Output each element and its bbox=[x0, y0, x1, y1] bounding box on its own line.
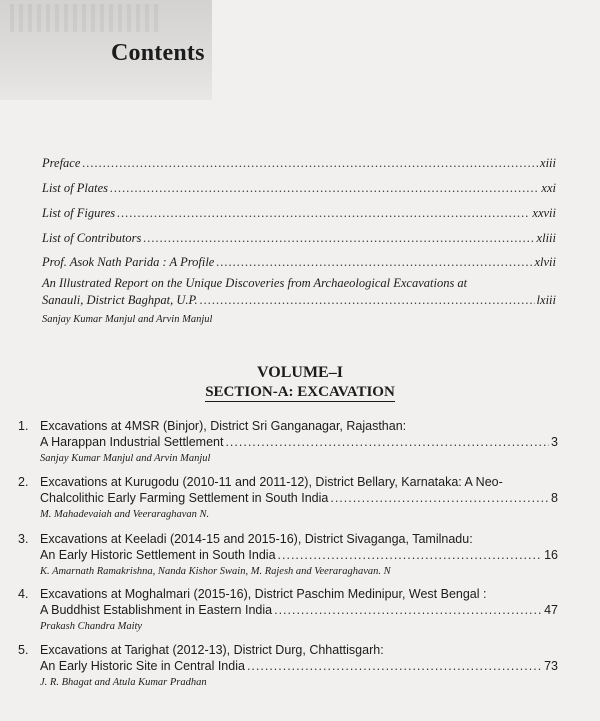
fm-page: xlvii bbox=[534, 255, 556, 269]
dot-leader bbox=[274, 603, 542, 617]
dot-leader bbox=[225, 435, 549, 449]
fm-label: List of Plates bbox=[42, 181, 108, 195]
chapter-authors: Prakash Chandra Maity bbox=[40, 621, 143, 632]
section-heading bbox=[0, 384, 600, 401]
fm-entry-list-of-figures[interactable] bbox=[42, 206, 556, 221]
chapter-number: 1. bbox=[18, 419, 29, 433]
fm-page: xxi bbox=[541, 181, 556, 195]
chapter-authors: Sanjay Kumar Manjul and Arvin Manjul bbox=[40, 453, 211, 464]
fm-page: xliii bbox=[536, 231, 556, 245]
fm-label: List of Contributors bbox=[42, 231, 142, 245]
dot-leader bbox=[143, 231, 534, 246]
header-faded-text bbox=[10, 4, 160, 32]
chapter-page: 3 bbox=[551, 435, 558, 449]
fm-label-line2: Sanauli, District Baghpat, U.P. bbox=[42, 293, 198, 307]
dot-leader bbox=[110, 181, 539, 196]
chapter-title-line1: Excavations at Keeladi (2014-15 and 2015-16), District Sivaganga, Tamilnadu: bbox=[40, 532, 473, 546]
dot-leader bbox=[247, 659, 542, 673]
chapter-title-line1: Excavations at Kurugodu (2010-11 and 2011-12), District Bellary, Karnataka: A Neo- bbox=[40, 475, 503, 489]
dot-leader bbox=[278, 548, 543, 562]
dot-leader bbox=[216, 255, 532, 270]
chapter-title-line2: A Harappan Industrial Settlement bbox=[40, 435, 224, 449]
chapter-title-line2: An Early Historic Settlement in South India bbox=[40, 548, 276, 562]
dot-leader bbox=[330, 491, 549, 505]
chapter-title-line2: A Buddhist Establishment in Eastern India bbox=[40, 603, 273, 617]
chapter-number: 2. bbox=[18, 475, 29, 489]
chapter-title-line1: Excavations at Moghalmari (2015-16), District Paschim Medinipur, West Bengal : bbox=[40, 587, 487, 601]
chapter-page: 47 bbox=[544, 603, 558, 617]
fm-author: Sanjay Kumar Manjul and Arvin Manjul bbox=[42, 314, 213, 325]
chapter-number: 3. bbox=[18, 532, 29, 546]
fm-entry-profile[interactable] bbox=[42, 255, 556, 270]
fm-entry-illustrated-report[interactable] bbox=[42, 276, 556, 308]
chapter-authors: J. R. Bhagat and Atula Kumar Pradhan bbox=[40, 677, 207, 688]
chapter-title-line2: Chalcolithic Early Farming Settlement in South India bbox=[40, 491, 329, 505]
dot-leader bbox=[117, 206, 530, 221]
chapter-title-line2: An Early Historic Site in Central India bbox=[40, 659, 245, 673]
chapter-title-line1: Excavations at Tarighat (2012-13), District Durg, Chhattisgarh: bbox=[40, 643, 384, 657]
dot-leader bbox=[200, 293, 535, 308]
chapter-number: 4. bbox=[18, 587, 29, 601]
fm-entry-list-of-contributors[interactable] bbox=[42, 231, 556, 246]
chapter-title-line1: Excavations at 4MSR (Binjor), District Sri Ganganagar, Rajasthan: bbox=[40, 419, 407, 433]
chapter-authors: K. Amarnath Ramakrishna, Nanda Kishor Swain, M. Rajesh and Veeraraghavan. N bbox=[40, 566, 391, 577]
chapter-page: 73 bbox=[544, 659, 558, 673]
chapter-authors: M. Mahadevaiah and Veeraraghavan N. bbox=[40, 509, 210, 520]
dot-leader bbox=[82, 156, 538, 171]
section-heading-text: SECTION-A: EXCAVATION bbox=[205, 384, 395, 400]
fm-page: xiii bbox=[540, 156, 556, 170]
fm-page: lxiii bbox=[536, 293, 556, 307]
chapter-page: 8 bbox=[551, 491, 558, 505]
chapter-page: 16 bbox=[544, 548, 558, 562]
fm-label: List of Figures bbox=[42, 206, 116, 220]
fm-label: Preface bbox=[42, 156, 81, 170]
volume-heading: VOLUME–I bbox=[257, 364, 343, 381]
page-title: Contents bbox=[111, 40, 205, 66]
fm-entry-preface[interactable] bbox=[42, 156, 556, 171]
fm-label: Prof. Asok Nath Parida : A Profile bbox=[42, 255, 215, 269]
chapter-number: 5. bbox=[18, 643, 29, 657]
fm-entry-list-of-plates[interactable] bbox=[42, 181, 556, 196]
fm-page: xxvii bbox=[532, 206, 556, 220]
fm-label-line1: An Illustrated Report on the Unique Discoveries from Archaeological Excavations at bbox=[42, 276, 468, 290]
